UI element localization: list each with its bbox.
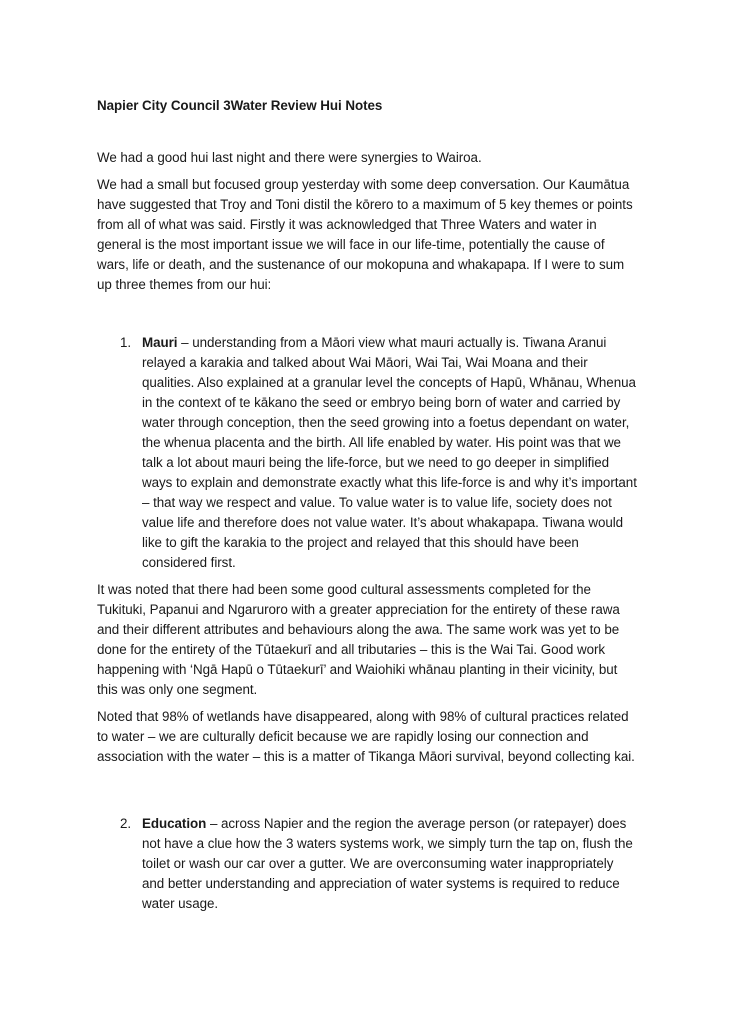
theme-term: Mauri: [142, 335, 178, 350]
document-body: [97, 96, 637, 921]
document-title: Napier City Council 3Water Review Hui Notes: [97, 98, 383, 113]
theme-number: 2.: [120, 816, 132, 831]
theme-item-mauri: [97, 333, 637, 573]
section-spacer: [97, 774, 637, 814]
theme-number: 1.: [120, 335, 132, 350]
theme-item-education: [97, 814, 637, 914]
theme-text: – across Napier and the region the average person (or ratepayer) does not have a clue how the 3 waters systems work, we simply turn the tap on, flush the toilet or wash our car over a gutter. We are overconsuming water inappropriately and better understanding and appreciation of water systems is required to reduce water usage.: [142, 816, 633, 911]
theme-term: Education: [142, 816, 207, 831]
intro-paragraph-2: We had a small but focused group yesterday with some deep conversation. Our Kaumātua have suggested that Troy and Toni distil the kōrero to a maximum of 5 key themes or points from all of what was said. Firstly it was acknowledged that Three Waters and water in general is the most important issue we will face in our life-time, potentially the cause of wars, life or death, and the sustenance of our mokopuna and whakapapa. If I were to sum up three themes from our hui:: [97, 177, 633, 292]
wetlands-paragraph: Noted that 98% of wetlands have disappeared, along with 98% of cultural practices related to water – we are culturally deficit because we are rapidly losing our connection and association with the water – this is a matter of Tikanga Māori survival, beyond collecting kai.: [97, 709, 635, 764]
theme-text: – understanding from a Māori view what mauri actually is. Tiwana Aranui relayed a karakia and talked about Wai Māori, Wai Tai, Wai Moana and their qualities. Also explained at a granular level the concepts of Hapū, Whānau, Whenua in the context of te kākano the seed or embryo being born of water and carried by water through conception, then the seed growing into a foetus dependant on water, the whenua placenta and the birth. All life enabled by water. His point was that we talk a lot about mauri being the life-force, but we need to go deeper in simplified ways to explain and demonstrate exactly what this life-force is and why it’s important – that way we respect and value. To value water is to value life, society does not value life and therefore does not value water. It’s about whakapapa. Tiwana would like to gift the karakia to the project and relayed that this should have been considered first.: [142, 335, 637, 570]
intro-paragraph-1: We had a good hui last night and there were synergies to Wairoa.: [97, 150, 482, 165]
assessment-paragraph: It was noted that there had been some good cultural assessments completed for the Tukituki, Papanui and Ngaruroro with a greater appreciation for the entirety of these rawa and their different attributes and behaviours along the awa. The same work was yet to be done for the entirety of the Tūtaekurī and all tributaries – this is the Wai Tai. Good work happening with ‘Ngā Hapū o Tūtaekurī’ and Waiohiki whānau planting in their vicinity, but this was only one segment.: [97, 582, 620, 697]
